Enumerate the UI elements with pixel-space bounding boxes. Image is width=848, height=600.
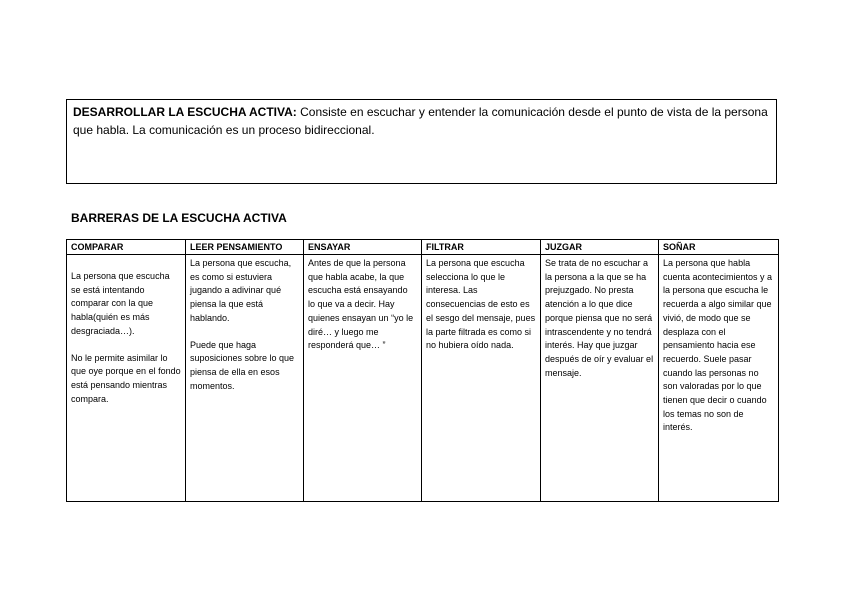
definition-term: DESARROLLAR LA ESCUCHA ACTIVA: [73,105,297,119]
definition-text: Consiste en escuchar y entender la comunicación desde el punto de vista de la persona que habla. La comunicación es un proceso bidireccional. [73,105,768,137]
cell-ensayar [304,255,422,502]
table-header-row [67,240,779,255]
filtrar-paragraph-1: La persona que escucha selecciona lo que le interesa. Las consecuencias de esto es el sesgo del mensaje, pues la parte filtrada es como si no hubiera oído nada. [426,258,536,351]
header-filtrar: FILTRAR [422,240,541,255]
header-sonar: SOÑAR [659,240,779,255]
cell-filtrar [422,255,541,502]
section-title: BARRERAS DE LA ESCUCHA ACTIVA [71,211,287,225]
comparar-paragraph-2: No le permite asimilar lo que oye porque en el fondo está pensando mientras compara. [71,352,181,404]
cell-comparar [67,255,186,502]
leer-pensamiento-paragraph-1: La persona que escucha, es como si estuviera jugando a adivinar qué piensa la que está hablando. [190,258,292,323]
cell-spacer [71,257,181,270]
cell-leer-pensamiento [186,255,304,502]
header-ensayar: ENSAYAR [304,240,422,255]
leer-pensamiento-paragraph-2: Puede que haga suposiciones sobre lo que piensa de ella en esos momentos. [190,339,295,391]
ensayar-paragraph-1: Antes de que la persona que habla acabe, la que escucha está ensayando lo que va a decir. Hay quienes ensayan un “yo le diré… y luego me responderá que… ” [308,258,414,351]
barriers-table [66,239,779,502]
table-row [67,255,779,502]
cell-juzgar [541,255,659,502]
header-comparar: COMPARAR [67,240,186,255]
header-leer-pensamiento: LEER PENSAMIENTO [186,240,304,255]
juzgar-paragraph-1: Se trata de no escuchar a la persona a la que se ha prejuzgado. No presta atención a lo que dice porque piensa que no será intrascendente y no tendrá interés. Hay que juzgar después de oír y evaluar el mensaje. [545,258,654,378]
cell-sonar [659,255,779,502]
comparar-paragraph-1: La persona que escucha se está intentando comparar con la que habla(quién es más desgraciada…). [71,271,170,336]
sonar-paragraph-1: La persona que habla cuenta acontecimientos y a la persona que escucha le recuerda a algo similar que vivió, de modo que se desplaza con el pensamiento hacia ese recuerdo. Suele pasar cuando las personas no son valoradas por lo que tienen que decir o cuando los temas no son de interés. [663,258,773,433]
header-juzgar: JUZGAR [541,240,659,255]
definition-box [66,99,777,184]
